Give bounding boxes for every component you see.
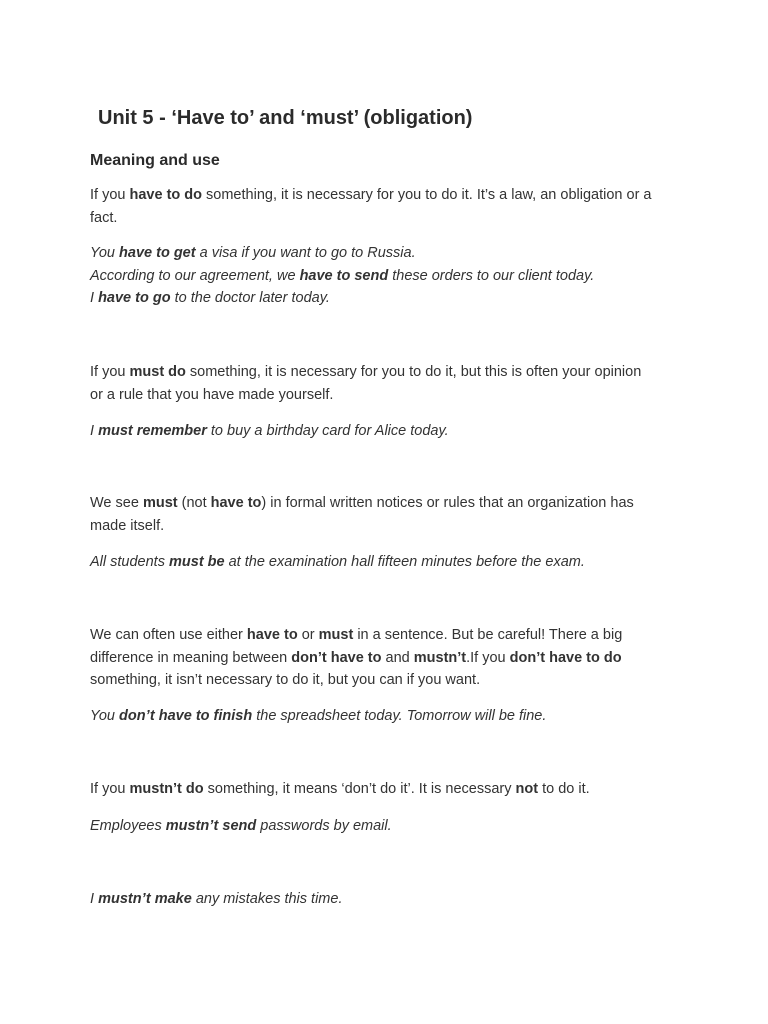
example-sentence: I have to go to the doctor later today. bbox=[90, 290, 330, 306]
keyword-dont-have-to-finish: don’t have to finish bbox=[119, 708, 253, 724]
keyword-have-to-get: have to get bbox=[119, 245, 196, 261]
examples-must bbox=[90, 420, 690, 443]
examples-dont-have-to bbox=[90, 705, 690, 728]
examples-mustnt-make bbox=[90, 888, 690, 911]
keyword-must-remember: must remember bbox=[98, 423, 207, 439]
keyword-dont-have-to-do: don’t have to do bbox=[509, 649, 622, 666]
keyword-have-to-go: have to go bbox=[98, 290, 171, 306]
example-sentence: I mustn’t make any mistakes this time. bbox=[90, 891, 343, 907]
paragraph-formal-notices bbox=[90, 492, 690, 537]
keyword-mustnt: mustn’t bbox=[413, 649, 467, 666]
keyword-mustnt-make: mustn’t make bbox=[98, 891, 192, 907]
keyword-mustnt-do: mustn’t do bbox=[129, 781, 204, 797]
keyword-dont-have-to: don’t have to bbox=[291, 649, 382, 666]
examples-have-to bbox=[90, 242, 690, 310]
example-sentence: I must remember to buy a birthday card for Alice today. bbox=[90, 423, 449, 439]
example-sentence: You have to get a visa if you want to go to Russia. bbox=[90, 245, 416, 261]
text-line: or a rule that you have made yourself. bbox=[90, 386, 334, 403]
page-title: Unit 5 - ‘Have to’ and ‘must’ (obligation) bbox=[98, 107, 473, 129]
keyword-must: must bbox=[142, 495, 178, 511]
keyword-not: not bbox=[515, 781, 539, 797]
text-line: We can often use either have to or must in a sentence. But be careful! There a big bbox=[90, 627, 623, 643]
keyword-have-to: have to bbox=[210, 495, 262, 511]
text-line: something, it isn’t necessary to do it, but you can if you want. bbox=[90, 672, 481, 688]
text-line: difference in meaning between don’t have to and mustn’t.If you don’t have to do bbox=[90, 649, 622, 666]
paragraph-have-to-definition bbox=[90, 184, 690, 229]
example-sentence: Employees mustn’t send passwords by email. bbox=[90, 818, 392, 834]
text-line: If you mustn’t do something, it means ‘don’t do it’. It is necessary not to do it. bbox=[90, 781, 590, 797]
paragraph-difference bbox=[90, 624, 690, 692]
text-line: If you must do something, it is necessary for you to do it, but this is often your opinion bbox=[90, 364, 642, 380]
text-line: If you have to do something, it is necessary for you to do it. It’s a law, an obligation or a bbox=[90, 187, 652, 203]
examples-formal-must bbox=[90, 551, 690, 574]
keyword-have-to-do: have to do bbox=[129, 187, 203, 203]
text-line: made itself. bbox=[90, 517, 165, 534]
keyword-have-to-send: have to send bbox=[299, 267, 389, 284]
paragraph-must-definition bbox=[90, 361, 690, 406]
example-sentence: You don’t have to finish the spreadsheet today. Tomorrow will be fine. bbox=[90, 708, 547, 724]
section-heading-meaning-and-use: Meaning and use bbox=[90, 152, 220, 169]
text-line: fact. bbox=[90, 209, 118, 226]
keyword-must-do: must do bbox=[129, 364, 186, 380]
examples-mustnt bbox=[90, 815, 690, 838]
keyword-mustnt-send: mustn’t send bbox=[165, 818, 257, 834]
keyword-must: must bbox=[318, 627, 354, 643]
paragraph-mustnt-definition bbox=[90, 778, 690, 801]
keyword-must-be: must be bbox=[169, 554, 225, 570]
text-line: We see must (not have to) in formal written notices or rules that an organization has bbox=[90, 495, 634, 511]
example-sentence: All students must be at the examination hall fifteen minutes before the exam. bbox=[90, 554, 585, 570]
keyword-have-to: have to bbox=[246, 627, 298, 643]
example-sentence: According to our agreement, we have to send these orders to our client today. bbox=[90, 267, 595, 284]
